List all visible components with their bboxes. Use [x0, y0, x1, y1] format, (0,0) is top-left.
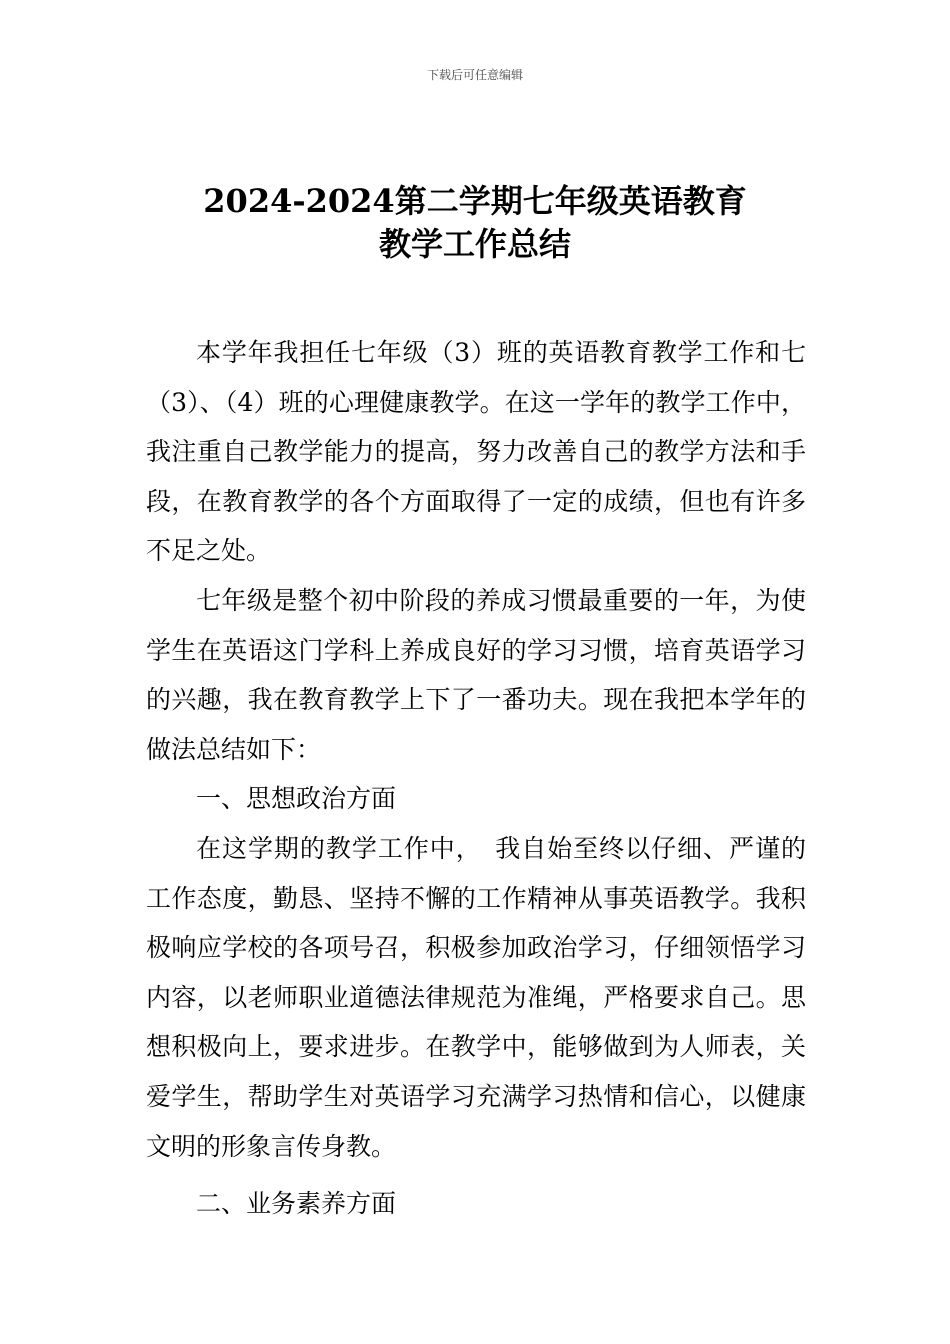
- document-title: [0, 180, 950, 266]
- document-title-line-2: 教学工作总结: [378, 225, 571, 263]
- paragraph-ideology: 在这学期的教学工作中， 我自始至终以仔细、严谨的工作态度，勤恳、坚持不懈的工作精神从事英语教学。我积极响应学校的各项号召，积极参加政治学习，仔细领悟学习内容，以老师职业道德法律规范为准绳，严格要求自己。思想积极向上，要求进步。在教学中，能够做到为人师表，关爱学生，帮助学生对英语学习充满学习热情和信心，以健康文明的形象言传身教。: [146, 833, 806, 1161]
- document-body: [146, 328, 806, 1229]
- section-heading-professional: 二、业务素养方面: [196, 1189, 397, 1219]
- section-heading-ideology: 一、思想政治方面: [196, 784, 397, 814]
- page-header-note: 下载后可任意编辑: [426, 68, 523, 82]
- document-title-line-1: 2024-2024第二学期七年级英语教育: [203, 182, 747, 220]
- paragraph-grade-seven: 七年级是整个初中阶段的养成习惯最重要的一年，为使学生在英语这门学科上养成良好的学习习惯，培育英语学习的兴趣，我在教育教学上下了一番功夫。现在我把本学年的做法总结如下：: [146, 585, 806, 764]
- paragraph-intro: 本学年我担任七年级（3）班的英语教育教学工作和七（3）、（4）班的心理健康教学。在这一学年的教学工作中，我注重自己教学能力的提高，努力改善自己的教学方法和手段，在教育教学的各个方面取得了一定的成绩，但也有许多不足之处。: [146, 338, 806, 566]
